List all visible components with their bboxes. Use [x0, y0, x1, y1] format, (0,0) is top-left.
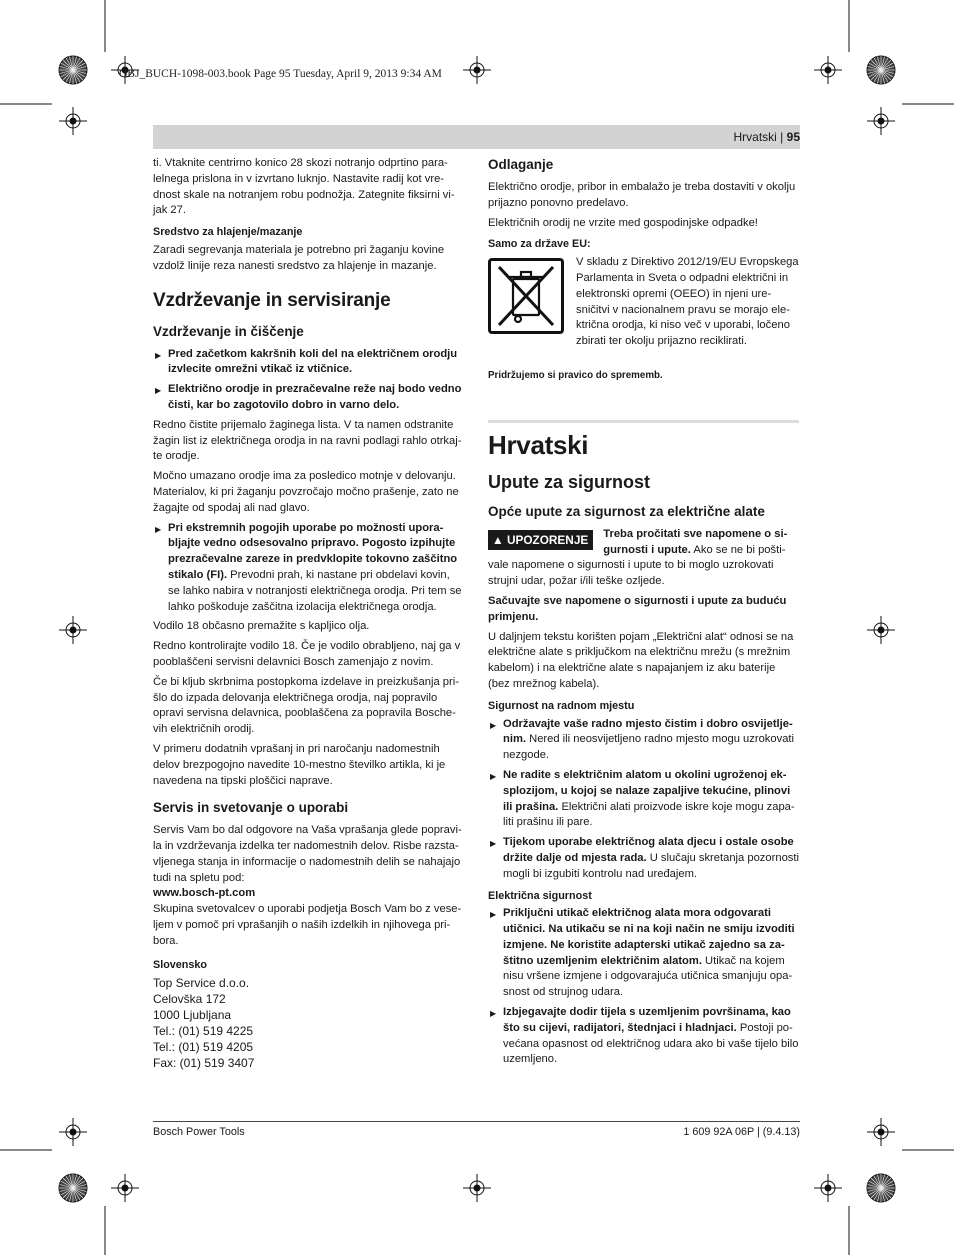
running-header: Hrvatski | 95: [733, 130, 800, 144]
safety-heading: Upute za sigurnost: [488, 471, 651, 492]
footer-rule: [153, 1121, 800, 1122]
paragraph: Sačuvajte sve napomene o sigurnosti i upute za buduću primjenu.: [488, 594, 787, 623]
section-divider: [488, 420, 799, 423]
bullet-item: ▶ Održavajte vaše radno mjesto čistim i dobro osvijetljenim. Nered ili neosvijetljeno radno mjesto mogu uzrokovati nezgode.: [488, 717, 799, 764]
paragraph: Servis Vam bo dal odgovore na Vaša vprašanja glede popravila in vzdrževanja izdelka ter nadomestnih delov. Risbe razstavljenega stanja in informacije o nadomestnih delih se nahajajo tudi na spletu pod:: [153, 824, 462, 884]
file-meta-line: OBJ_BUCH-1098-003.book Page 95 Tuesday, April 9, 2013 9:34 AM: [119, 68, 442, 80]
language-heading: Hrvatski: [488, 429, 589, 460]
warning-paragraph: ▲ UPOZORENJE Treba pročitati sve napomene o sigurnosti i upute. Ako se ne bi poštivale napomene o sigurnosti i upute to bi moglo uzrokovati strujni udar, požar i/ili teške ozljede.: [488, 527, 788, 588]
footer-left: Bosch Power Tools: [153, 1126, 245, 1138]
maintenance-heading: Vzdrževanje in servisiranje: [153, 289, 391, 311]
general-safety-heading: Opće upute za sigurnost za električne alate: [488, 503, 765, 519]
paragraph: Redno čistite prijemalo žaginega lista. V ta namen odstranite žagin list iz električnega orodja in na ravni podlagi rahlo otrkajte orodje.: [153, 418, 462, 463]
eu-heading: Samo za države EU:: [488, 238, 591, 251]
warning-triangle-icon: ▲: [492, 532, 504, 547]
disposal-heading: Odlaganje: [488, 157, 554, 172]
bullet-item: ▶ Tijekom uporabe električnog alata djecu i ostale osobe držite dalje od mjesta rada. U slučaju skretanja pozornosti mogli bi izgubiti kontrolu nad uređajem.: [488, 835, 799, 882]
paragraph: Če bi kljub skrbnima postopkoma izdelave in preizkušanja prišlo do izpada delovanja električnega orodja, naj popravilo opravi servisna delavnica, pooblaščena za popravila Boschevih električnih orodij.: [153, 675, 459, 736]
right-column: [488, 156, 799, 1072]
paragraph: Električnih orodij ne vrzite med gospodinjske odpadke!: [488, 216, 758, 229]
paragraph: Močno umazano orodje ima za posledico motnje v delovanju. Materialov, ki pri žaganju povzročajo močno prašenje, zato ne žagajte od spodaj ali nad glavo.: [153, 470, 459, 514]
paragraph: V primeru dodatnih vprašanj in pri naročanju nadomestnih delov brezpogojno navedite 10-mestno številko artikla, ki je navedena na tipski ploščici naprave.: [153, 742, 446, 787]
warning-badge: ▲ UPOZORENJE: [488, 530, 593, 550]
bullet-item: ▶ Ne radite s električnim alatom u okolini ugroženoj eksplozijom, u kojoj se nalaze zapaljive tekućine, plinovi ili prašina. Električni alati proizvode iskre koje mogu zapaliti prašinu ili pare.: [488, 768, 799, 831]
cleaning-heading: Vzdrževanje in čiščenje: [153, 323, 304, 339]
eu-paragraph: V skladu z Direktivo 2012/19/EU Evropskega Parlamenta in Sveta o odpadni električni in elektronski opremi (OEEO) in njeni uresničitvi v nacionalnem pravu se morajo električna orodja, ki niso več v uporabi, ločeno zbirati ter okolju prijazno reciklirati.: [576, 256, 799, 348]
lube-heading: Sredstvo za hlajenje/mazanje: [153, 226, 303, 239]
address-block: Top Service d.o.o. Celovška 172 1000 Ljubljana Tel.: (01) 519 4225 Tel.: (01) 519 4205 Fax: (01) 519 3407: [153, 976, 255, 1071]
paragraph: U daljnjem tekstu korišten pojam „Električni alat“ odnosi se na električne alate s priključkom na električnu mrežu (s mrežnim kabelom) i na električne alate s napajanjem iz aku baterije (bez mrežnog kabela).: [488, 630, 794, 690]
left-column: [153, 156, 464, 1071]
workplace-heading: Sigurnost na radnom mjestu: [488, 699, 635, 712]
paragraph: Električno orodje, pribor in embalažo je treba dostaviti v okolju prijazno ponovno predelavo.: [488, 181, 796, 209]
electrical-heading: Električna sigurnost: [488, 889, 592, 902]
bullet-item: ▶ Pred začetkom kakršnih koli del na električnem orodju izvlecite omrežni vtikač iz vtičnice.: [153, 347, 464, 379]
paragraph: Vodilo 18 občasno premažite s kapljico olja.: [153, 620, 370, 633]
bullet-item: ▶ Pri ekstremnih pogojih uporabe po možnosti uporabljajte vedno odsesovalno pripravo. Pogosto izpihujte prezračevalne zareze in predvklopite tokovno zaščitno stikalo (FI). Prevodni prah, ki nastane pri obdelavi kovin, se lahko nabira v notranjosti električnega orodja. Pri tem se lahko poškoduje zaščitna izolacija električnega orodja.: [153, 521, 464, 616]
intro-paragraph: ti. Vtaknite centrirno konico 28 skozi notranjo odprtino paralelnega prislona in v izvrtano luknjo. Nastavite radij kot vrednost skale na notranjem robu podnožja. Zategnite fiksirni vijak 27.: [153, 157, 455, 217]
bullet-item: ▶ Izbjegavajte dodir tijela s uzemljenim površinama, kao što su cijevi, radijatori, štednjaci i hladnjaci. Postoji povećana opasnost od električnog udara ako bi vaše tijelo bilo uzemljeno.: [488, 1005, 799, 1068]
lube-paragraph: Zaradi segrevanja materiala je potrebno pri žaganju kovine vzdolž linije reza nanesti sredstvo za hlajenje in mazanje.: [153, 243, 445, 272]
paragraph: Redno kontrolirajte vodilo 18. Če je vodilo obrabljeno, naj ga v pooblaščeni servisni delavnici Bosch zamenjajo z novim.: [153, 640, 461, 668]
country-heading: Slovensko: [153, 958, 208, 971]
paragraph: Skupina svetovalcev o uporabi podjetja Bosch Vam bo z veseljem v pomoč pri vprašanjih o naših izdelkih in njihovega pribora.: [153, 903, 462, 947]
changes-note: Pridržujemo si pravico do sprememb.: [488, 369, 663, 381]
website-link[interactable]: www.bosch-pt.com: [153, 887, 256, 900]
service-heading: Servis in svetovanje o uporabi: [153, 800, 349, 816]
bullet-item: ▶ Električno orodje in prezračevalne reže naj bodo vedno čisti, kar bo zagotovilo dobro in varno delo.: [153, 382, 464, 414]
page-number: 95: [786, 130, 800, 144]
bullet-item: ▶ Priključni utikač električnog alata mora odgovarati utičnici. Na utikaču se ni na koji način ne smiju izvoditi izmjene. Ne koristite adapterski utikač zajedno sa zaštitno uzemljenim električnim alatom. Utikač na kojem nisu vršene izmjene i odgovarajuća utičnica smanjuju opasnost od strujnog udara.: [488, 906, 799, 1001]
footer-right: 1 609 92A 06P | (9.4.13): [683, 1126, 800, 1138]
weee-bin-icon: [488, 258, 564, 334]
header-bar: [153, 125, 800, 149]
